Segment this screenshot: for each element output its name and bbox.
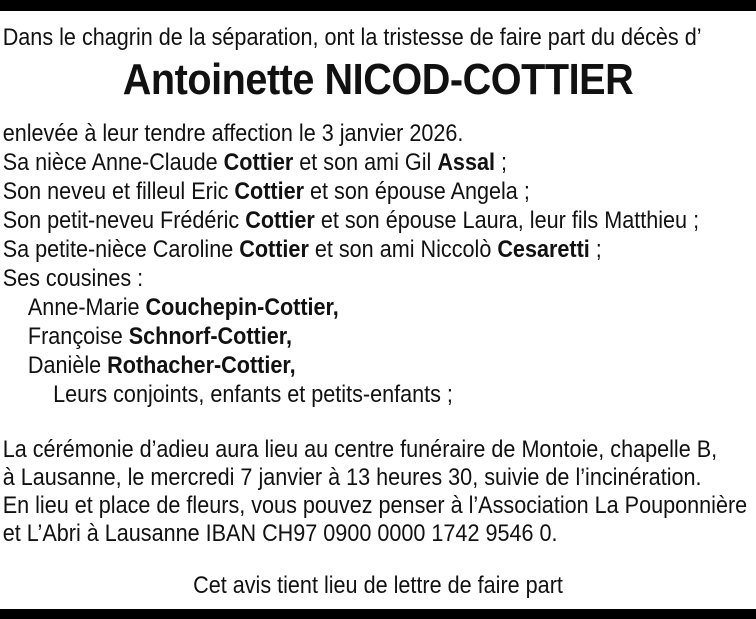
intro-line: Dans le chagrin de la séparation, ont la tristesse de faire part du décès d’ xyxy=(2,24,702,51)
family-line xyxy=(3,351,756,380)
family-line xyxy=(3,264,756,293)
text-segment: Sa nièce Anne-Claude xyxy=(2,149,224,176)
text-segment: ; xyxy=(494,149,507,176)
family-list xyxy=(0,119,756,409)
text-segment: et son ami Niccolò xyxy=(308,236,498,263)
surname-emphasis: Cottier xyxy=(234,178,305,205)
ceremony-info xyxy=(0,436,756,548)
surname-emphasis: Cottier xyxy=(245,207,315,234)
surname-emphasis: Cesaretti xyxy=(497,236,590,263)
family-line xyxy=(3,293,756,322)
surname-emphasis: , xyxy=(332,294,339,321)
family-line xyxy=(3,177,756,206)
text-segment: Leurs conjoints, enfants et petits-enfants ; xyxy=(53,381,453,408)
text-segment: Françoise xyxy=(27,323,129,350)
surname-emphasis: Cottier xyxy=(223,149,294,176)
text-segment: Son petit-neveu Frédéric xyxy=(2,207,246,234)
family-line xyxy=(3,119,756,148)
family-line xyxy=(3,322,756,351)
ceremony-line: La cérémonie d’adieu aura lieu au centre funéraire de Montoie, chapelle B, xyxy=(2,436,718,463)
ceremony-line: à Lausanne, le mercredi 7 janvier à 13 heures 30, suivie de l’incinération. xyxy=(2,464,702,491)
obituary-content xyxy=(0,11,756,600)
text-segment: Son neveu et filleul Eric xyxy=(2,178,235,205)
top-border-bar xyxy=(0,0,756,11)
text-segment: et son ami Gil xyxy=(293,149,438,176)
family-line xyxy=(3,206,756,235)
surname-emphasis: Cottier xyxy=(239,236,309,263)
surname-emphasis: , xyxy=(285,323,292,350)
bottom-border-bar xyxy=(0,609,756,619)
text-segment: Danièle xyxy=(27,352,108,379)
text-segment: Sa petite-nièce Caroline xyxy=(2,236,240,263)
footer-note: Cet avis tient lieu de lettre de faire part xyxy=(193,572,563,599)
text-segment: ; xyxy=(589,236,602,263)
text-segment: et son épouse Angela ; xyxy=(304,178,530,205)
surname-emphasis: Schnorf-Cottier xyxy=(128,323,286,350)
text-segment: et son épouse Laura, leur fils Matthieu ; xyxy=(314,207,700,234)
ceremony-line: et L’Abri à Lausanne IBAN CH97 0900 0000 1742 9546 0. xyxy=(2,520,558,547)
surname-emphasis: Assal xyxy=(437,149,495,176)
family-line xyxy=(3,235,756,264)
surname-emphasis: Couchepin-Cottier xyxy=(145,294,333,321)
text-segment: enlevée à leur tendre affection le 3 janvier 2026. xyxy=(2,120,464,147)
family-line xyxy=(3,380,756,409)
text-segment: Anne-Marie xyxy=(27,294,146,321)
ceremony-line: En lieu et place de fleurs, vous pouvez penser à l’Association La Pouponnière xyxy=(2,492,748,519)
deceased-name-title: Antoinette NICOD-COTTIER xyxy=(122,55,634,104)
surname-emphasis: Rothacher-Cottier xyxy=(107,352,290,379)
text-segment: Ses cousines : xyxy=(2,265,144,292)
family-line xyxy=(3,148,756,177)
surname-emphasis: , xyxy=(289,352,296,379)
